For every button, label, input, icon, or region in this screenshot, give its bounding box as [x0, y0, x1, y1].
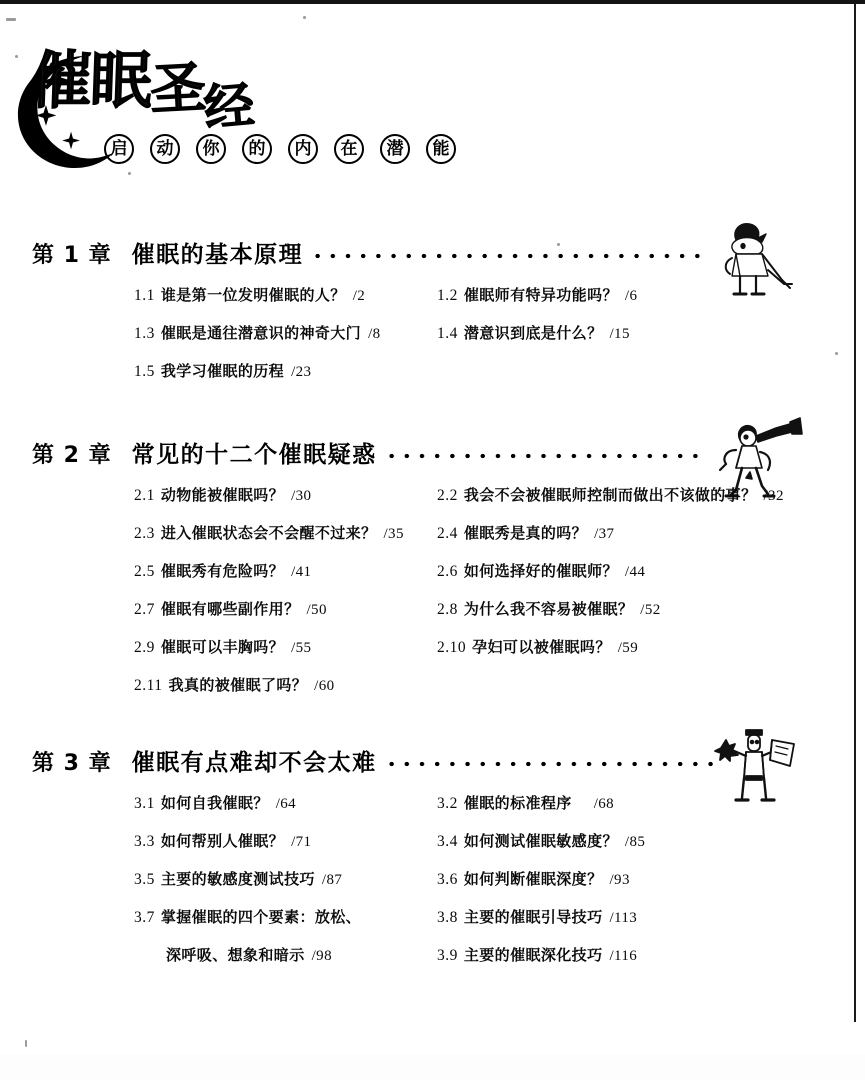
- book-title: [28, 44, 255, 138]
- entry-page: /64: [275, 796, 297, 812]
- entry-title: 催眠师有特异功能吗？: [463, 286, 618, 304]
- entry-page: /93: [609, 872, 630, 888]
- toc-entry[interactable]: [134, 830, 311, 851]
- book-title-char-2: 眠: [88, 44, 152, 117]
- toc-entry[interactable]: [134, 906, 368, 927]
- entry-number: 1.5: [134, 363, 155, 380]
- book-title-char-1: 催: [28, 44, 92, 117]
- toc-row: [0, 636, 865, 674]
- toc-row: [0, 944, 865, 982]
- entry-page: /52: [640, 602, 661, 618]
- entry-title: 我真的被催眠了吗？: [168, 676, 308, 694]
- toc-row: [0, 560, 865, 598]
- toc-entry[interactable]: [437, 792, 614, 813]
- toc-row: [0, 598, 865, 636]
- entry-number: 3.2: [437, 795, 458, 812]
- scan-bottom-shade: [0, 1054, 865, 1080]
- book-title-char-4: 经: [201, 76, 255, 138]
- entry-number: 2.10: [437, 639, 467, 656]
- chapter-number: 第 3 章: [32, 751, 112, 776]
- entry-page: /68: [593, 796, 615, 812]
- scan-speck: [25, 1040, 27, 1047]
- entry-page: /113: [609, 910, 638, 926]
- book-masthead: [8, 42, 478, 177]
- scan-top-edge: [0, 0, 865, 4]
- entry-page: /15: [609, 326, 630, 342]
- dot-leader: [315, 246, 710, 266]
- toc-entry[interactable]: [437, 522, 614, 543]
- entry-title: 如何自我催眠？: [160, 794, 269, 812]
- toc-entry[interactable]: [437, 598, 661, 619]
- chapter-entries-2: [0, 484, 865, 712]
- toc-entry[interactable]: [134, 560, 311, 581]
- chapter-title: 常见的十二个催眠疑惑: [131, 442, 377, 468]
- toc-entry[interactable]: [134, 284, 365, 305]
- entry-number: 1.2: [437, 287, 458, 304]
- entry-title: 我学习催眠的历程: [160, 362, 285, 380]
- toc-entry[interactable]: [134, 360, 311, 381]
- entry-number: 3.9: [437, 947, 458, 964]
- toc-row: [0, 792, 865, 830]
- entry-title: 如何测试催眠敏感度？: [463, 832, 618, 850]
- entry-title: 催眠有哪些副作用？: [160, 600, 300, 618]
- toc-entry[interactable]: [134, 636, 311, 657]
- toc-row: [0, 868, 865, 906]
- entry-title: 我会不会被催眠师控制而做出不该做的事？: [463, 486, 757, 504]
- chapter-title: 催眠有点难却不会太难: [131, 750, 377, 776]
- entry-number: 2.9: [134, 639, 155, 656]
- subtitle-seal: 启: [104, 134, 134, 164]
- toc-entry[interactable]: [134, 598, 327, 619]
- toc-entry[interactable]: [437, 944, 637, 965]
- entry-page: /116: [609, 948, 638, 964]
- entry-page: /50: [306, 602, 327, 618]
- entry-page: /41: [291, 564, 312, 580]
- entry-title: 谁是第一位发明催眠的人？: [160, 286, 346, 304]
- chapter-section-3: [0, 744, 865, 982]
- scan-speck: [6, 18, 16, 21]
- entry-title: 催眠秀是真的吗？: [463, 524, 588, 542]
- entry-page: /37: [594, 526, 615, 542]
- entry-page: /71: [291, 834, 312, 850]
- entry-page: /6: [624, 288, 638, 304]
- toc-entry[interactable]: [134, 868, 342, 889]
- toc-entry[interactable]: [134, 484, 311, 505]
- subtitle-seal: 动: [150, 134, 180, 164]
- subtitle-seal: 在: [334, 134, 364, 164]
- entry-number: 3.6: [437, 871, 458, 888]
- toc-entry[interactable]: [437, 484, 784, 505]
- entry-page: /8: [368, 326, 381, 342]
- entry-title: 催眠是通往潜意识的神奇大门: [160, 324, 362, 342]
- entry-page: /55: [291, 640, 312, 656]
- entry-page: /44: [624, 564, 646, 580]
- entry-title: 潜意识到底是什么？: [463, 324, 603, 342]
- subtitle-seal: 能: [426, 134, 456, 164]
- entry-number: 1.4: [437, 325, 458, 342]
- book-subtitle: [104, 134, 456, 164]
- entry-title: 如何选择好的催眠师？: [463, 562, 618, 580]
- entry-page: /87: [321, 872, 343, 888]
- toc-row: [0, 830, 865, 868]
- subtitle-seal: 内: [288, 134, 318, 164]
- chapter-entries-3: [0, 792, 865, 982]
- entry-title: 动物能被催眠吗？: [160, 486, 285, 504]
- chapter-number: 第 2 章: [32, 443, 112, 468]
- entry-number: 1.3: [134, 325, 155, 342]
- scan-speck: [303, 16, 306, 19]
- toc-row: [0, 322, 865, 360]
- chapter-section-1: [0, 236, 865, 398]
- chapter-heading-3[interactable]: [0, 744, 865, 784]
- entry-number: 2.1: [134, 487, 155, 504]
- subtitle-seal: 潜: [380, 134, 410, 164]
- entry-title: 进入催眠状态会不会醒不过来？: [160, 524, 377, 542]
- toc-entry[interactable]: [134, 792, 296, 813]
- entry-page: /2: [352, 288, 366, 304]
- chapter-section-2: [0, 436, 865, 712]
- entry-number: 3.5: [134, 871, 155, 888]
- entry-title: 主要的催眠深化技巧: [463, 946, 603, 964]
- entry-number: 2.11: [134, 677, 163, 694]
- toc-entry[interactable]: [437, 560, 645, 581]
- toc-entry[interactable]: [134, 522, 404, 543]
- entry-page: /23: [291, 364, 312, 380]
- entry-title: 催眠可以丰胸吗？: [160, 638, 285, 656]
- entry-title: 催眠秀有危险吗？: [160, 562, 285, 580]
- toc-row: [0, 360, 865, 398]
- toc-entry[interactable]: [437, 906, 637, 927]
- subtitle-seal: 你: [196, 134, 226, 164]
- entry-number: 2.3: [134, 525, 155, 542]
- entry-number: 3.8: [437, 909, 458, 926]
- entry-number: 2.8: [437, 601, 458, 618]
- toc-row: [0, 906, 865, 944]
- entry-page: /60: [314, 678, 335, 694]
- entry-page: /35: [383, 526, 404, 542]
- toc-entry-continuation[interactable]: [166, 944, 332, 965]
- toc-entry[interactable]: [437, 636, 638, 657]
- chapter-title: 催眠的基本原理: [131, 242, 304, 268]
- toc-entry[interactable]: [437, 322, 630, 343]
- entry-title: 如何帮别人催眠？: [160, 832, 285, 850]
- chapter-number: 第 1 章: [32, 243, 112, 268]
- entry-title: 主要的催眠引导技巧: [463, 908, 603, 926]
- entry-title: 催眠的标准程序: [463, 794, 572, 812]
- toc-entry[interactable]: [437, 284, 637, 305]
- entry-page: /30: [291, 488, 312, 504]
- chapter-entries-1: [0, 284, 865, 398]
- entry-number: 2.2: [437, 487, 458, 504]
- entry-number: 3.1: [134, 795, 155, 812]
- entry-title: 孕妇可以被催眠吗？: [472, 638, 611, 656]
- toc-entry[interactable]: [134, 322, 381, 343]
- dot-leader: [389, 754, 715, 774]
- dot-leader: [389, 446, 700, 466]
- toc-entry[interactable]: [437, 868, 630, 889]
- entry-number: 2.7: [134, 601, 155, 618]
- entry-number: 2.6: [437, 563, 458, 580]
- entry-title: 主要的敏感度测试技巧: [160, 870, 315, 888]
- entry-page: /85: [624, 834, 646, 850]
- entry-page: /98: [311, 948, 332, 964]
- entry-number: 3.4: [437, 833, 458, 850]
- entry-number: 2.4: [437, 525, 458, 542]
- toc-row: [0, 674, 865, 712]
- toc-entry[interactable]: [437, 830, 645, 851]
- entry-number: 2.5: [134, 563, 155, 580]
- toc-entry[interactable]: [134, 674, 335, 695]
- entry-title: 如何判断催眠深度？: [463, 870, 603, 888]
- toc-row: [0, 284, 865, 322]
- entry-page: /32: [763, 488, 784, 504]
- entry-page: /59: [617, 640, 639, 656]
- entry-number: 3.3: [134, 833, 155, 850]
- book-title-char-3: 圣: [148, 55, 206, 124]
- entry-title: 为什么我不容易被催眠？: [463, 600, 634, 618]
- chapter-heading-2[interactable]: [0, 436, 865, 476]
- subtitle-seal: 的: [242, 134, 272, 164]
- entry-number: 3.7: [134, 909, 155, 926]
- toc-row: [0, 484, 865, 522]
- entry-title: 掌握催眠的四个要素：放松、: [160, 908, 362, 926]
- entry-title: 深呼吸、想象和暗示: [166, 946, 305, 964]
- chapter-heading-1[interactable]: [0, 236, 865, 276]
- entry-number: 1.1: [134, 287, 155, 304]
- toc-row: [0, 522, 865, 560]
